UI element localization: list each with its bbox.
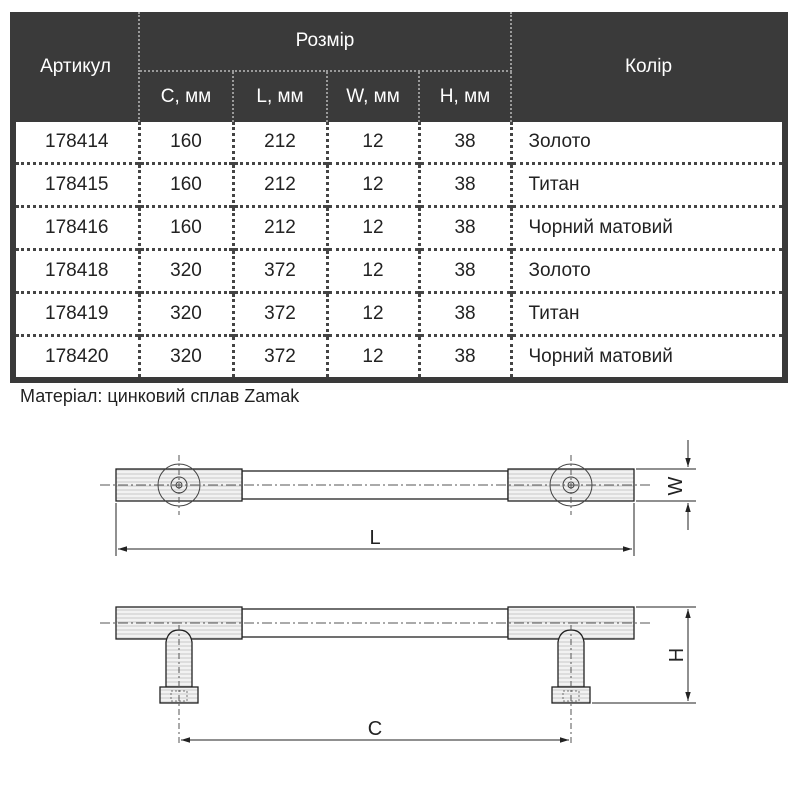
cell-color: Чорний матовий (511, 336, 785, 381)
cell-color: Титан (511, 293, 785, 336)
material-note: Матеріал: цинковий сплав Zamak (20, 386, 300, 406)
dimension-w-label: W (665, 476, 687, 496)
cell-article: 178419 (13, 293, 139, 336)
cell-l: 372 (233, 293, 327, 336)
header-article: Артикул (13, 12, 139, 122)
cell-l: 372 (233, 336, 327, 381)
cell-article: 178416 (13, 207, 139, 250)
cell-l: 212 (233, 164, 327, 207)
cell-article: 178420 (13, 336, 139, 381)
cell-color: Чорний матовий (511, 207, 785, 250)
cell-c: 320 (139, 250, 233, 293)
cell-w: 12 (327, 250, 419, 293)
dimension-h-label: H (666, 647, 688, 663)
cell-c: 160 (139, 122, 233, 164)
cell-l: 372 (233, 250, 327, 293)
header-color: Колір (624, 56, 673, 77)
header-c: C, мм (139, 71, 233, 122)
cell-c: 320 (139, 293, 233, 336)
cell-w: 12 (327, 207, 419, 250)
cell-article: 178418 (13, 250, 139, 293)
header-size-group: Розмір (139, 12, 511, 71)
cell-h: 38 (419, 250, 511, 293)
header-h: H, мм (419, 71, 511, 122)
cell-w: 12 (327, 336, 419, 381)
cell-h: 38 (419, 293, 511, 336)
dimension-c-label: C (367, 718, 383, 740)
cell-c: 160 (139, 207, 233, 250)
cell-c: 320 (139, 336, 233, 381)
header-w: W, мм (327, 71, 419, 122)
cell-h: 38 (419, 122, 511, 164)
top-view (100, 440, 696, 556)
header-l: L, мм (233, 71, 327, 122)
cell-c: 160 (139, 164, 233, 207)
cell-w: 12 (327, 122, 419, 164)
cell-h: 38 (419, 207, 511, 250)
side-view (100, 607, 696, 745)
cell-w: 12 (327, 293, 419, 336)
cell-h: 38 (419, 336, 511, 381)
cell-l: 212 (233, 207, 327, 250)
cell-h: 38 (419, 164, 511, 207)
cell-l: 212 (233, 122, 327, 164)
cell-w: 12 (327, 164, 419, 207)
cell-color: Титан (511, 164, 785, 207)
cell-color: Золото (511, 122, 785, 164)
cell-article: 178414 (13, 122, 139, 164)
cell-color: Золото (511, 250, 785, 293)
dimension-l-label: L (369, 527, 381, 549)
cell-article: 178415 (13, 164, 139, 207)
